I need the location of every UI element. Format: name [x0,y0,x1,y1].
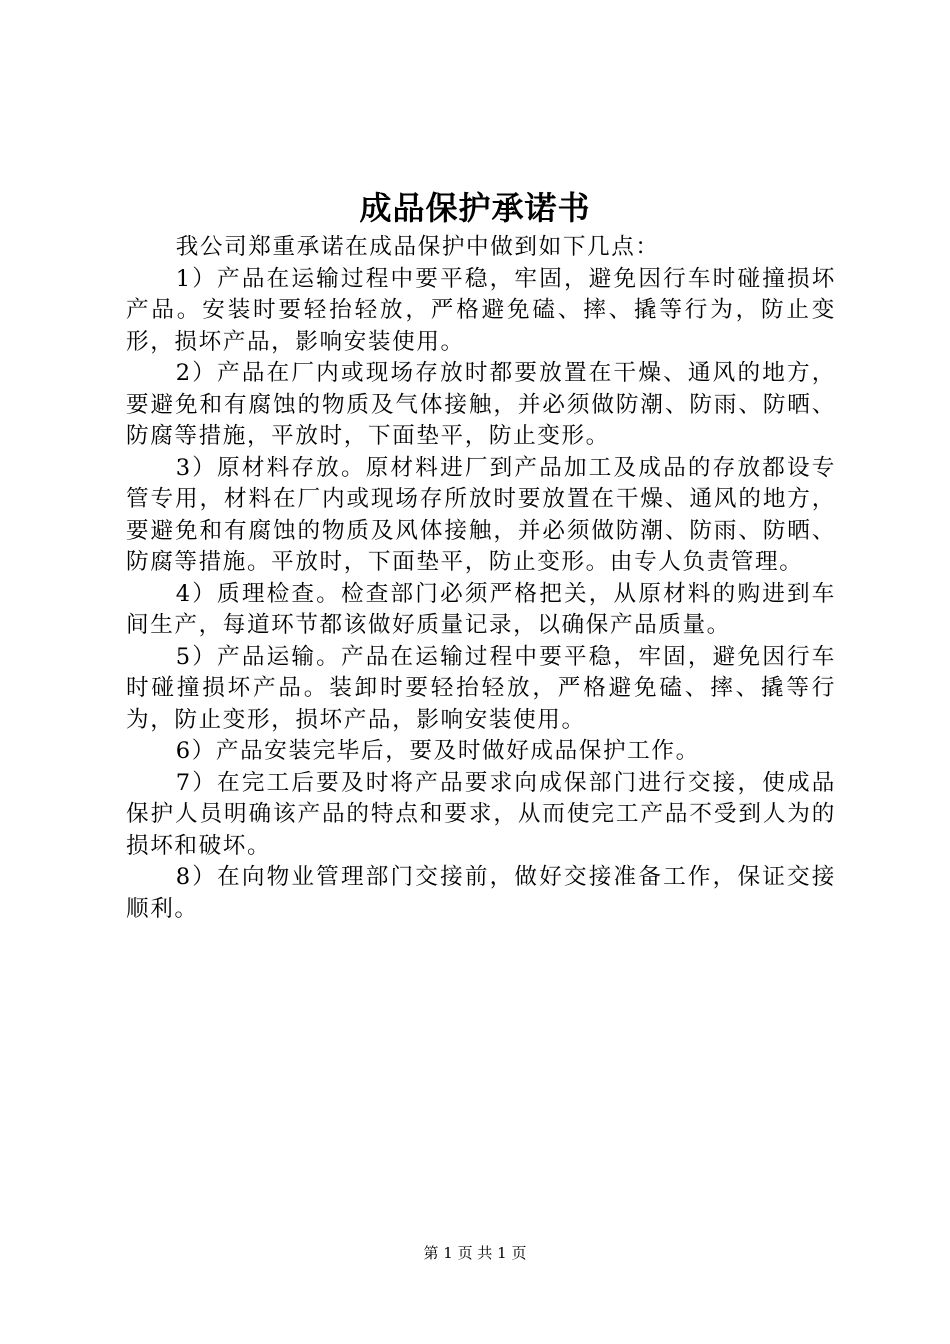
intro-paragraph: 我公司郑重承诺在成品保护中做到如下几点： [175,234,660,260]
paragraph-item-7: 7）在完工后要及时将产品要求向成保部门进行交接，使成品保护人员明确该产品的特点和要求，从而使完工产品不受到人为的损坏和破坏。 [126,769,836,859]
paragraph-item-2: 2）产品在厂内或现场存放时都要放置在干燥、通风的地方，要避免和有腐蚀的物质及气体接触，并必须做防潮、防雨、防晒、防腐等措施，平放时，下面垫平，防止变形。 [126,360,836,449]
document-title: 成品保护承诺书 [359,189,591,227]
document-body [126,232,836,925]
paragraph-item-6: 6）产品安装完毕后，要及时做好成品保护工作。 [175,738,700,764]
paragraph-item-3: 3）原材料存放。原材料进厂到产品加工及成品的存放都设专管专用，材料在厂内或现场存所放时要放置在干燥、通风的地方，要避免和有腐蚀的物质及风体接触，并必须做防潮、防雨、防晒、防腐等措施。平放时，下面垫平，防止变形。由专人负责管理。 [126,454,836,575]
paragraph-item-1: 1）产品在运输过程中要平稳，牢固，避免因行车时碰撞损坏产品。安装时要轻抬轻放，严格避免磕、摔、撬等行为，防止变形，损坏产品，影响安装使用。 [126,265,836,355]
page-footer: 第 1 页 共 1 页 [423,1244,527,1262]
paragraph-item-4: 4）质理检查。检查部门必须严格把关，从原材料的购进到车间生产，每道环节都该做好质量记录，以确保产品质量。 [126,580,836,638]
paragraph-item-8: 8）在向物业管理部门交接前，做好交接准备工作，保证交接顺利。 [126,864,836,922]
paragraph-item-5: 5）产品运输。产品在运输过程中要平稳，牢固，避免因行车时碰撞损坏产品。装卸时要轻抬轻放，严格避免磕、摔、撬等行为，防止变形，损坏产品，影响安装使用。 [126,643,836,733]
